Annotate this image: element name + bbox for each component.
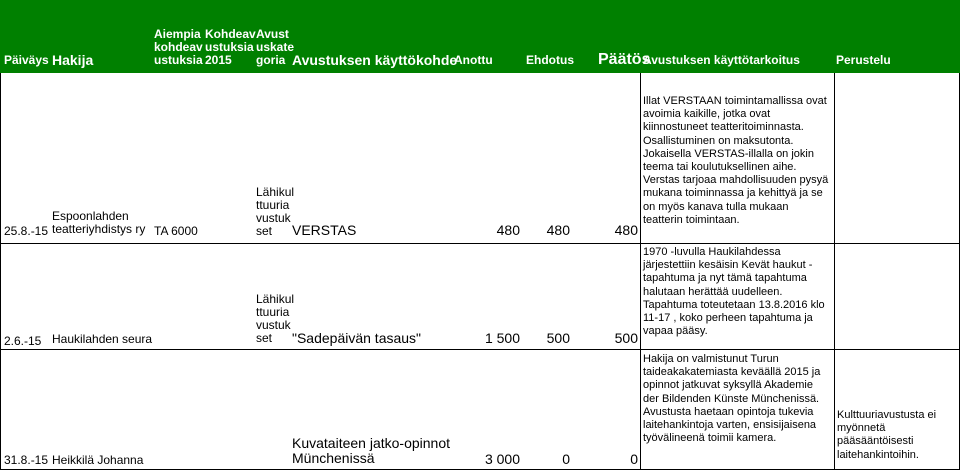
cell-proposal: 500 bbox=[546, 330, 570, 346]
cell-applicant: Espoonlahden teatteriyhdistys ry bbox=[52, 209, 146, 236]
header-category: Avust uskate goria bbox=[256, 27, 295, 67]
cell-purpose: Hakija on valmistunut Turun taideakakatemiasta keväällä 2015 ja opinnot jatkuvat syksyllä Akademie der Bildenden Künste Münchenissä. Avustusta haetaan opintoja tukevia laitehankintoja varten, ensisijaisena työvälineenä toimii kamera. bbox=[643, 353, 821, 445]
cell-reason: Kulttuuriavustusta ei myönnetä pääsääntöisesti laitehankintoihin. bbox=[837, 409, 937, 461]
grid-line bbox=[0, 73, 1, 470]
header-reason: Perustelu bbox=[836, 53, 891, 67]
cell-proposal: 480 bbox=[546, 222, 570, 238]
cell-applied: 3 000 bbox=[484, 451, 520, 467]
cell-purpose: 1970 -luvulla Haukilahdessa järjestettiin kesäisin Kevät haukut -tapahtuma ja nyt tämä tapahtuma halutaan herättää uudelleen. Tapahtuma toteutetaan 13.8.2016 klo 11-17 , koko perheen tapahtuma ja vapaa pääsy. bbox=[643, 246, 825, 338]
cell-applicant: Haukilahden seura bbox=[52, 332, 153, 346]
cell-decision: 480 bbox=[614, 222, 638, 238]
header-grants-2015: Kohdeav ustuksia 2015 bbox=[205, 27, 256, 67]
cell-decision: 0 bbox=[630, 451, 638, 467]
table-header bbox=[0, 0, 960, 73]
row-divider bbox=[0, 243, 960, 244]
grid-line bbox=[640, 73, 641, 470]
cell-date: 25.8.-15 bbox=[4, 224, 49, 238]
cell-category: Lähikul ttuuria vustuk set bbox=[256, 292, 295, 345]
cell-decision: 500 bbox=[614, 330, 638, 346]
header-applicant: Hakija bbox=[52, 52, 94, 68]
cell-purpose: Illat VERSTAAN toimintamallissa ovat avoimia kaikille, jotka ovat kiinnostuneet teatteritoiminnasta. Osallistuminen on maksutonta. Jokaisella VERSTAS-illalla on jokin teema tai koulutuksellinen aihe. Verstas tarjoaa mahdollisuuden pysyä mukana toiminnassa ja kehittyä ja se on myös kanava tulla mukaan teatterin toimintaan. bbox=[643, 95, 829, 226]
header-applied: Anottu bbox=[454, 53, 493, 67]
header-date: Päiväys bbox=[4, 53, 49, 67]
row-divider bbox=[0, 349, 960, 350]
header-previous-grants: Aiempia kohdeav ustuksia bbox=[154, 27, 203, 67]
cell-use: VERSTAS bbox=[292, 222, 357, 238]
cell-proposal: 0 bbox=[562, 451, 570, 467]
cell-previous: TA 6000 bbox=[154, 224, 198, 238]
header-purpose: Avustuksen käyttötarkoitus bbox=[643, 53, 800, 67]
cell-applied: 480 bbox=[496, 222, 520, 238]
cell-category: Lähikul ttuuria vustuk set bbox=[256, 185, 295, 238]
header-decision: Päätös bbox=[598, 51, 651, 68]
cell-date: 2.6.-15 bbox=[4, 334, 42, 348]
cell-use: Kuvataiteen jatko-opinnot Münchenissä bbox=[292, 435, 450, 466]
cell-date: 31.8.-15 bbox=[4, 453, 49, 467]
cell-use: "Sadepäivän tasaus" bbox=[292, 330, 422, 346]
header-use: Avustuksen käyttökohde bbox=[292, 52, 458, 68]
grid-line bbox=[834, 73, 835, 470]
header-proposal: Ehdotus bbox=[526, 53, 574, 67]
cell-applied: 1 500 bbox=[484, 330, 520, 346]
cell-applicant: Heikkilä Johanna bbox=[52, 453, 144, 467]
